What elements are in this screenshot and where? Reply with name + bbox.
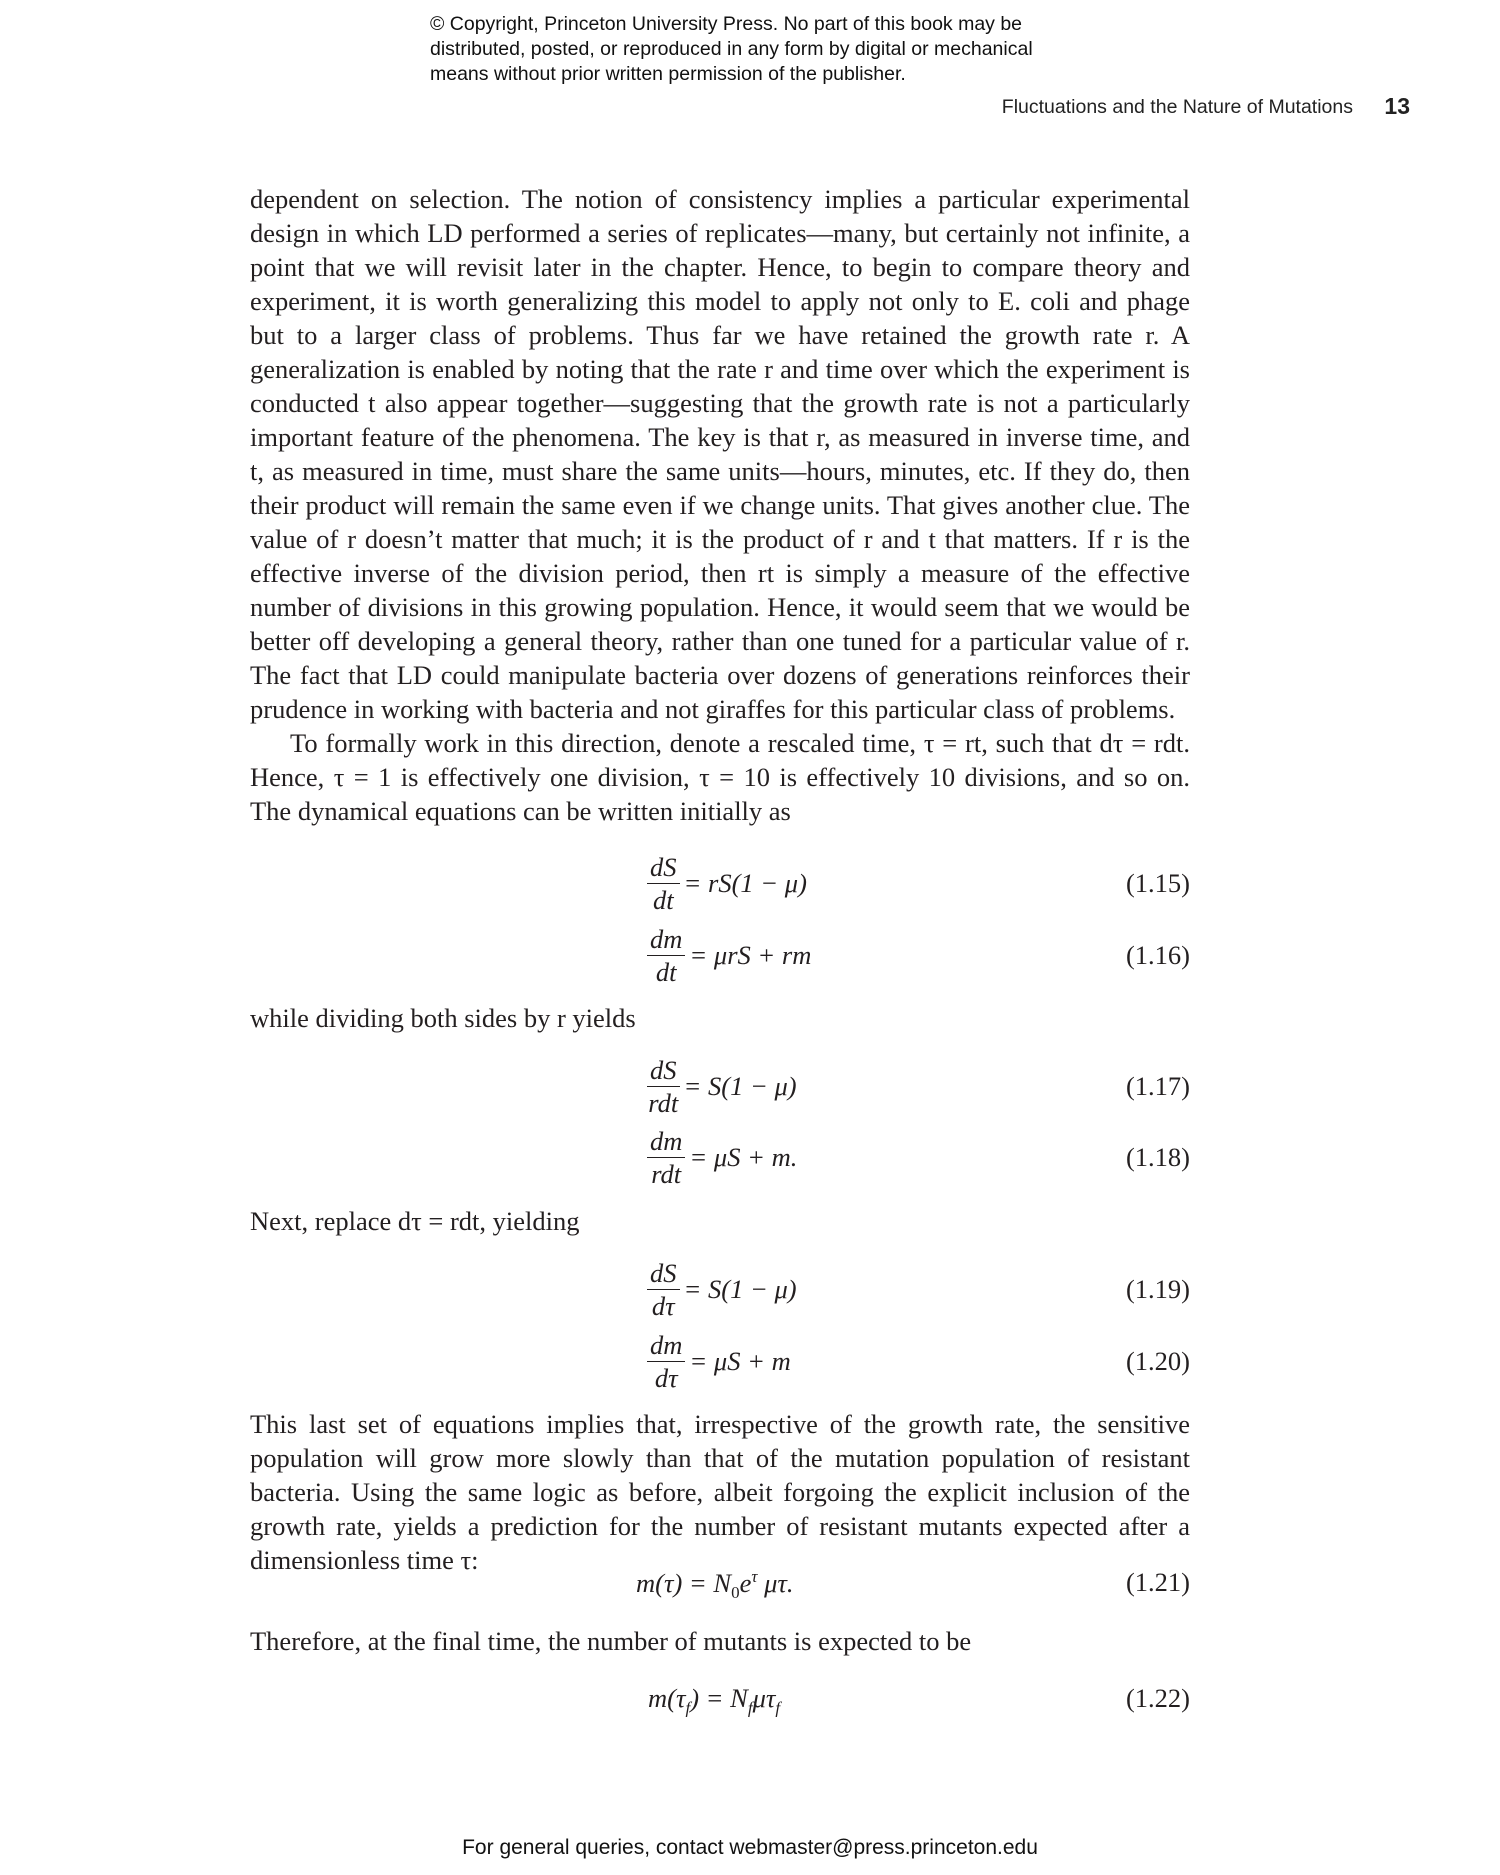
eq20-rhs: = μS + m <box>689 1346 791 1376</box>
equation-1-19 <box>647 1259 797 1320</box>
eq16-rhs: = μrS + rm <box>689 940 812 970</box>
equation-1-17 <box>647 1056 797 1117</box>
body-text-block-1 <box>250 182 1190 828</box>
equation-label-1-17: (1.17) <box>1125 1071 1190 1101</box>
paragraph-1: dependent on selection. The notion of consistency implies a particular experimental design in which LD performed a series of replicates—many, but certainly not infinite, a point that we will revisit later in the chapter. Hence, to begin to compare theory and experiment, it is worth generalizing this model to apply not only to E. coli and phage but to a larger class of problems. Thus far we have retained the growth rate r. A generalization is enabled by noting that the rate r and time over which the experiment is conducted t also appear together—suggesting that the growth rate is not a particularly important feature of the phenomena. The key is that r, as measured in inverse time, and t, as measured in time, must share the same units—hours, minutes, etc. If they do, then their product will remain the same even if we change units. That gives another clue. The value of r doesn’t matter that much; it is the product of r and t that matters. If r is the effective inverse of the division period, then rt is simply a measure of the effective number of divisions in this growing population. Hence, it would seem that we would be better off developing a general theory, rather than one tuned for a particular value of r. The fact that LD could manipulate bacteria over dozens of generations reinforces their prudence in working with bacteria and not giraffes for this particular class of problems. <box>250 184 1190 724</box>
eq22-subscript-1: f <box>685 1698 691 1718</box>
paragraph-2: To formally work in this direction, denote a rescaled time, τ = rt, such that dτ = rdt. Hence, τ = 1 is effectively one division, τ = 10 is effectively 10 divisions, and so on. The dynamical equations can be written initially as <box>250 728 1190 826</box>
equation-label-1-15: (1.15) <box>1125 868 1190 898</box>
paragraph-4: Next, replace dτ = rdt, yielding <box>250 1206 580 1236</box>
eq22-subscript-2: f <box>747 1698 753 1718</box>
eq21-subscript: 0 <box>731 1583 740 1603</box>
equation-label-1-22: (1.22) <box>1125 1683 1190 1713</box>
equation-1-18 <box>647 1127 797 1188</box>
equation-1-15 <box>647 853 807 914</box>
eq21-exp-base: e <box>739 1567 752 1598</box>
eq18-numerator: dm <box>647 1127 685 1158</box>
copyright-line-2: distributed, posted, or reproduced in any form by digital or mechanical <box>430 38 1033 60</box>
eq17-numerator: dS <box>647 1056 680 1087</box>
paragraph-5: This last set of equations implies that, irrespective of the growth rate, the sensitive population will grow more slowly than that of the mutation population of resistant bacteria. Using the same logic as before, albeit forgoing the explicit inclusion of the growth rate, yields a prediction for the number of resistant mutants expected after a dimensionless time τ: <box>250 1409 1190 1575</box>
eq16-numerator: dm <box>647 925 685 956</box>
equation-1-22 <box>648 1683 780 1718</box>
eq16-denominator: dt <box>655 957 677 987</box>
eq15-denominator: dt <box>652 885 674 915</box>
equation-label-1-20: (1.20) <box>1125 1346 1190 1376</box>
eq19-numerator: dS <box>647 1259 680 1290</box>
copyright-line-1: © Copyright, Princeton University Press. No part of this book may be <box>430 13 1023 35</box>
eq15-rhs: = rS(1 − μ) <box>683 868 807 898</box>
body-text-block-5 <box>250 1407 1190 1577</box>
footer-contact: For general queries, contact webmaster@press.princeton.edu <box>462 1836 1038 1859</box>
eq22-lhs: m(τ <box>648 1683 686 1713</box>
eq15-numerator: dS <box>647 853 680 884</box>
eq22-rhs: μτ <box>752 1683 776 1713</box>
equation-1-20 <box>647 1331 791 1392</box>
running-head: Fluctuations and the Nature of Mutations <box>1001 96 1353 118</box>
eq19-rhs: = S(1 − μ) <box>683 1274 797 1304</box>
eq21-rhs: μτ. <box>757 1567 794 1598</box>
eq19-denominator: dτ <box>651 1291 675 1321</box>
eq22-subscript-3: f <box>775 1698 781 1718</box>
page-number: 13 <box>1384 93 1410 119</box>
equation-label-1-18: (1.18) <box>1125 1142 1190 1172</box>
equation-1-16 <box>647 925 811 986</box>
eq20-denominator: dτ <box>654 1363 678 1393</box>
eq18-rhs: = μS + m. <box>689 1142 798 1172</box>
paragraph-3: while dividing both sides by r yields <box>250 1003 636 1033</box>
equation-label-1-19: (1.19) <box>1125 1274 1190 1304</box>
eq22-mid: ) = N <box>690 1683 748 1713</box>
copyright-notice <box>430 12 1190 87</box>
eq20-numerator: dm <box>647 1331 685 1362</box>
equation-1-21 <box>636 1567 794 1603</box>
eq21-lhs: m(τ) = N <box>636 1567 732 1598</box>
eq17-denominator: rdt <box>648 1088 679 1118</box>
eq18-denominator: rdt <box>651 1159 682 1189</box>
eq17-rhs: = S(1 − μ) <box>683 1071 797 1101</box>
paragraph-6: Therefore, at the final time, the number of mutants is expected to be <box>250 1626 972 1656</box>
equation-label-1-21: (1.21) <box>1125 1567 1190 1597</box>
eq21-superscript: τ <box>751 1567 758 1586</box>
equation-label-1-16: (1.16) <box>1125 940 1190 970</box>
copyright-line-3: means without prior written permission of the publisher. <box>430 63 906 85</box>
